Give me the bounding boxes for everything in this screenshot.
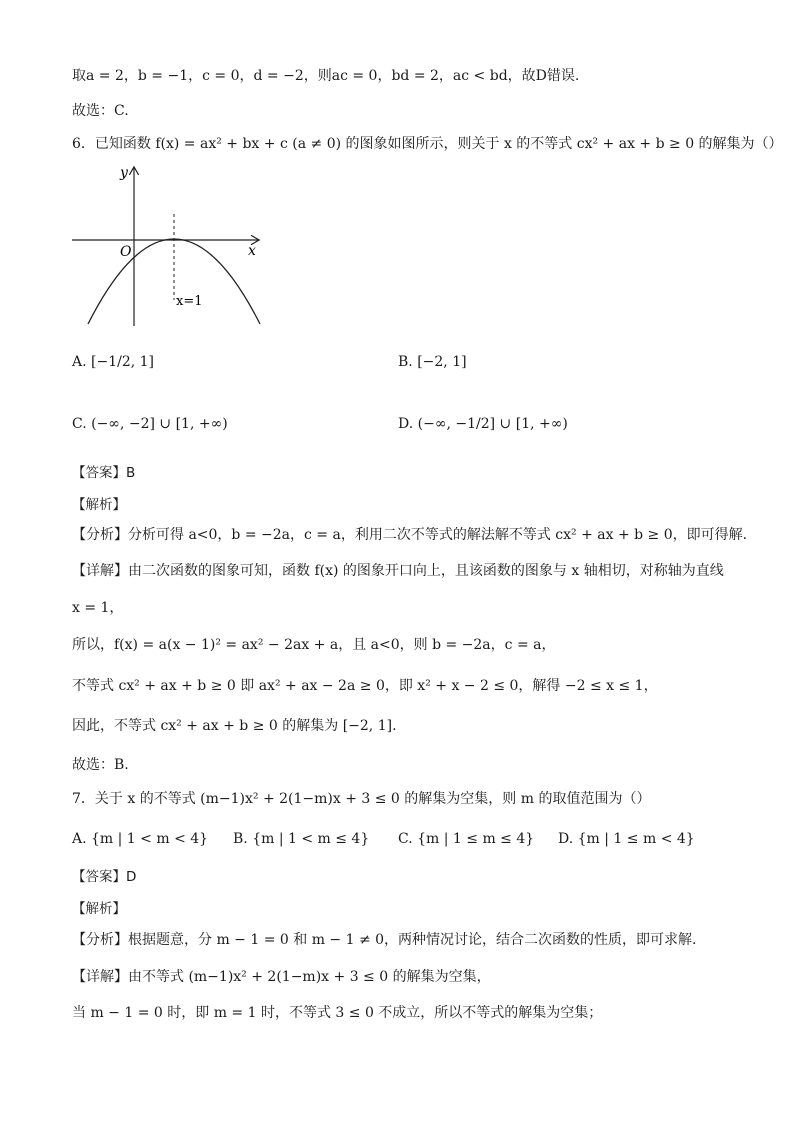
detail-7-line1: 【详解】由不等式 (m−1)x² + 2(1−m)x + 3 ≤ 0 的解集为空集，	[72, 969, 491, 985]
question-7: 7．关于 x 的不等式 (m−1)x² + 2(1−m)x + 3 ≤ 0 的解集为空集，则 m 的取值范围为（）	[72, 791, 651, 807]
option-7a: A. {m | 1 < m < 4}	[72, 831, 209, 847]
line-l2: 故选：C.	[72, 103, 129, 119]
analysis-7-heading: 【解析】	[72, 901, 126, 917]
detail-7-line2: 当 m − 1 = 0 时，即 m = 1 时，不等式 3 ≤ 0 不成立，所以不等式的解集为空集；	[72, 1005, 603, 1021]
option-6b: B. [−2, 1]	[398, 354, 467, 370]
y-axis-label: y	[120, 165, 128, 181]
detail-6-line2: x = 1，	[72, 600, 124, 616]
x-axis-label: x	[248, 243, 256, 259]
answer-6: 【答案】B	[72, 465, 136, 481]
detail-6-line1: 【详解】由二次函数的图象可知，函数 f(x) 的图象开口向上，且该函数的图象与 x 轴相切，对称轴为直线	[72, 563, 724, 579]
origin-label: O	[120, 244, 132, 260]
line-l1: 取a = 2，b = −1，c = 0，d = −2，则ac = 0，bd = 2，ac < bd，故D错误.	[72, 68, 580, 84]
option-7d: D. {m | 1 ≤ m < 4}	[558, 831, 695, 847]
detail-6-line3: 所以，f(x) = a(x − 1)² = ax² − 2ax + a，且 a<0，则 b = −2a，c = a，	[72, 637, 556, 653]
option-6d: D. (−∞, −1/2] ∪ [1, +∞)	[398, 416, 568, 432]
option-7b: B. {m | 1 < m ≤ 4}	[233, 831, 370, 847]
analysis-7-summary: 【分析】根据题意，分 m − 1 = 0 和 m − 1 ≠ 0，两种情况讨论，结合二次函数的性质，即可求解.	[72, 932, 697, 948]
option-6a: A. [−1/2, 1]	[72, 354, 155, 370]
answer-7: 【答案】D	[72, 869, 137, 885]
parabola-graph	[70, 162, 270, 332]
symmetry-label: x=1	[176, 294, 203, 309]
detail-6-line5: 因此，不等式 cx² + ax + b ≥ 0 的解集为 [−2, 1].	[72, 718, 397, 734]
detail-6-line4: 不等式 cx² + ax + b ≥ 0 即 ax² + ax − 2a ≥ 0，即 x² + x − 2 ≤ 0，解得 −2 ≤ x ≤ 1，	[72, 678, 658, 694]
choice-6: 故选：B.	[72, 757, 129, 773]
analysis-6-heading: 【解析】	[72, 497, 126, 513]
option-7c: C. {m | 1 ≤ m ≤ 4}	[398, 831, 535, 847]
option-6c: C. (−∞, −2] ∪ [1, +∞)	[72, 416, 228, 432]
question-6: 6．已知函数 f(x) = ax² + bx + c (a ≠ 0) 的图象如图所示，则关于 x 的不等式 cx² + ax + b ≥ 0 的解集为（）	[72, 136, 783, 152]
analysis-6-summary: 【分析】分析可得 a<0，b = −2a，c = a，利用二次不等式的解法解不等式 cx² + ax + b ≥ 0，即可得解.	[72, 527, 748, 543]
